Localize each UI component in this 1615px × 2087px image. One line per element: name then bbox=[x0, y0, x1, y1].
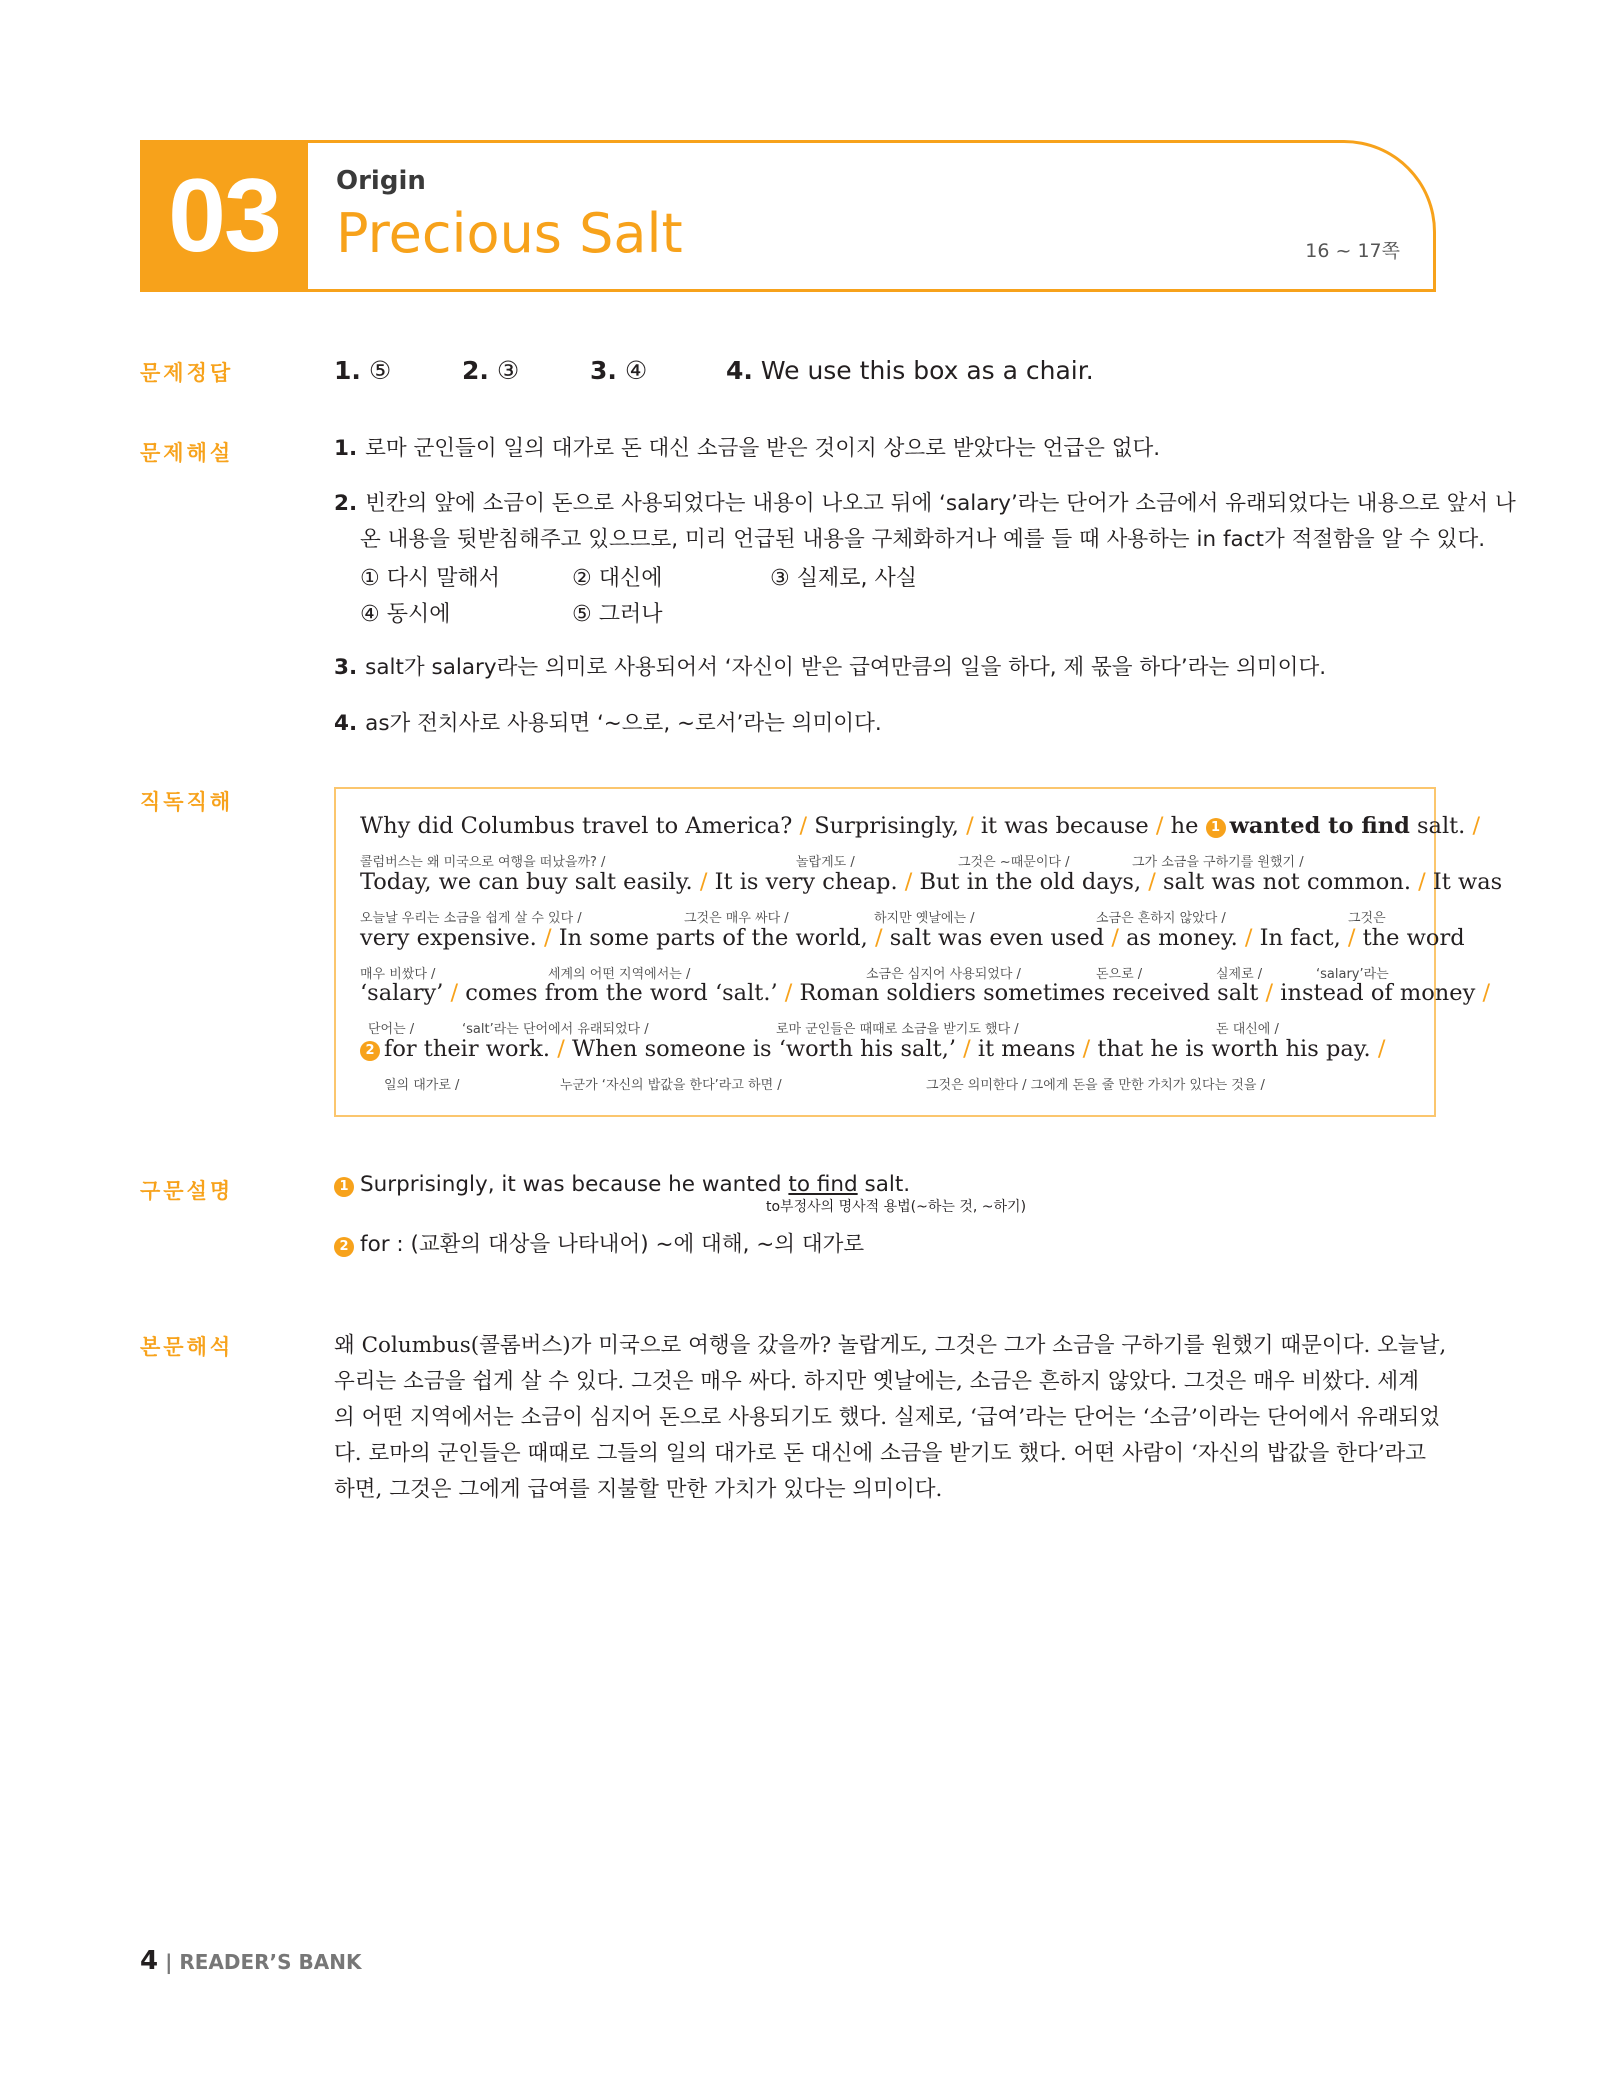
label-answers: 문제정답 bbox=[140, 361, 234, 385]
label-direct-reading: 직독직해 bbox=[140, 790, 234, 814]
translation-line-3: 의 어떤 지역에서는 소금이 심지어 돈으로 사용되기도 했다. 실제로, ‘급여’라는 단어는 ‘소금’이라는 단어에서 유래되었 bbox=[334, 1405, 1440, 1430]
reading-line-4-kr-4: 돈 대신에 / bbox=[1216, 1022, 1279, 1037]
label-translation: 본문해석 bbox=[140, 1335, 234, 1359]
reading-line-2-kr-5: 그것은 bbox=[1348, 911, 1386, 926]
page-range: 16 ~ 17쪽 bbox=[1305, 240, 1400, 262]
reading-line-2-kr-1: 오늘날 우리는 소금을 쉽게 살 수 있다 / bbox=[360, 911, 582, 926]
reading-line-4-en: ‘salary’ / comes from the word ‘salt.’ / Roman soldiers sometimes received salt / instead of money / bbox=[360, 980, 1491, 1006]
translation-line-4: 다. 로마의 군인들은 때때로 그들의 일의 대가로 돈 대신에 소금을 받기도 했다. 어떤 사람이 ‘자신의 밥값을 한다’라고 bbox=[334, 1441, 1427, 1466]
reading-line-3-kr-3: 소금은 심지어 사용되었다 / bbox=[866, 967, 1021, 982]
reading-line-2-en: Today, we can buy salt easily. / It is very cheap. / But in the old days, / salt was not common. / It was bbox=[360, 869, 1503, 895]
explanation-2-line2: 온 내용을 뒷받침해주고 있으므로, 미리 언급된 내용을 구체화하거나 예를 들 때 사용하는 in fact가 적절함을 알 수 있다. bbox=[360, 527, 1486, 552]
reading-line-2-kr-2: 그것은 매우 싸다 / bbox=[684, 911, 789, 926]
grammar-1-note: to부정사의 명사적 용법(~하는 것, ~하기) bbox=[766, 1199, 1027, 1215]
choice-3: ③ 실제로, 사실 bbox=[770, 566, 917, 591]
grammar-1: 1 Surprisingly, it was because he wanted to find salt. bbox=[334, 1172, 910, 1197]
reading-line-3-kr-4: 돈으로 / bbox=[1096, 967, 1143, 982]
reading-line-3-kr-6: ‘salary’라는 bbox=[1316, 967, 1389, 982]
page-footer bbox=[140, 1946, 361, 1976]
explanation-2-line1: 2. 빈칸의 앞에 소금이 돈으로 사용되었다는 내용이 나오고 뒤에 ‘salary’라는 단어가 소금에서 유래되었다는 내용으로 앞서 나 bbox=[334, 491, 1516, 516]
choice-2: ② 대신에 bbox=[572, 566, 663, 591]
translation-line-2: 우리는 소금을 쉽게 살 수 있다. 그것은 매우 싸다. 하지만 옛날에는, 소금은 흔하지 않았다. 그것은 매우 비쌌다. 세계 bbox=[334, 1369, 1419, 1394]
grammar-marker-1: 1 bbox=[334, 1177, 354, 1197]
book-title: READER’S BANK bbox=[179, 1950, 362, 1974]
reading-line-1-kr-4: 그가 소금을 구하기를 원했기 / bbox=[1132, 855, 1304, 870]
explanation-1: 1. 로마 군인들이 일의 대가로 돈 대신 소금을 받은 것이지 상으로 받았다는 언급은 없다. bbox=[334, 436, 1161, 461]
label-explanation: 문제해설 bbox=[140, 441, 234, 465]
grammar-2: 2 for : (교환의 대상을 나타내어) ~에 대해, ~의 대가로 bbox=[334, 1227, 864, 1258]
label-grammar: 구문설명 bbox=[140, 1179, 234, 1203]
reading-line-4-kr-1: 단어는 / bbox=[368, 1022, 415, 1037]
answer-1: 1. ⑤ bbox=[334, 356, 392, 385]
reading-line-5-kr-2: 누군가 ‘자신의 밥값을 한다’라고 하면 / bbox=[560, 1078, 782, 1093]
reading-line-3-kr-5: 실제로 / bbox=[1216, 967, 1263, 982]
reading-line-4-kr-3: 로마 군인들은 때때로 소금을 받기도 했다 / bbox=[776, 1022, 1019, 1037]
answer-2: 2. ③ bbox=[462, 356, 520, 385]
reading-line-1-kr-3: 그것은 ~때문이다 / bbox=[958, 855, 1070, 870]
explanation-3: 3. salt가 salary라는 의미로 사용되어서 ‘자신이 받은 급여만큼의 일을 하다, 제 몫을 하다’라는 의미이다. bbox=[334, 655, 1327, 680]
reading-line-3-kr-2: 세계의 어떤 지역에서는 / bbox=[548, 967, 691, 982]
choice-5: ⑤ 그러나 bbox=[572, 602, 663, 627]
lesson-header bbox=[140, 140, 1436, 292]
reading-line-4-kr-2: ‘salt’라는 단어에서 유래되었다 / bbox=[462, 1022, 649, 1037]
answer-4: 4. We use this box as a chair. bbox=[726, 356, 1094, 385]
explanation-4: 4. as가 전치사로 사용되면 ‘~으로, ~로서’라는 의미이다. bbox=[334, 711, 882, 736]
lesson-title: Precious Salt bbox=[336, 202, 683, 265]
footer-separator: | bbox=[165, 1950, 173, 1974]
marker-1: 1 bbox=[1206, 818, 1226, 838]
reading-line-2-kr-4: 소금은 흔하지 않았다 / bbox=[1096, 911, 1226, 926]
reading-line-1-en: Why did Columbus travel to America? / Surprisingly, / it was because / he 1 wanted to find salt. / bbox=[360, 813, 1481, 839]
choice-1: ① 다시 말해서 bbox=[360, 566, 500, 591]
reading-line-3-en: very expensive. / In some parts of the world, / salt was even used / as money. / In fact, / the word bbox=[360, 925, 1465, 951]
lesson-category: Origin bbox=[336, 166, 426, 196]
reading-line-5-en: 2 for their work. / When someone is ‘worth his salt,’ / it means / that he is worth his pay. / bbox=[360, 1036, 1385, 1062]
reading-line-5-kr-3: 그것은 의미한다 / 그에게 돈을 줄 만한 가치가 있다는 것을 / bbox=[926, 1078, 1265, 1093]
page-number: 4 bbox=[140, 1946, 159, 1976]
reading-line-1-kr-1: 콜럼버스는 왜 미국으로 여행을 떠났을까? / bbox=[360, 855, 606, 870]
choice-4: ④ 동시에 bbox=[360, 602, 451, 627]
direct-reading-box bbox=[334, 787, 1503, 1117]
translation-line-1: 왜 Columbus(콜롬버스)가 미국으로 여행을 갔을까? 놀랍게도, 그것은 그가 소금을 구하기를 원했기 때문이다. 오늘날, bbox=[334, 1333, 1447, 1358]
reading-line-3-kr-1: 매우 비쌌다 / bbox=[360, 967, 436, 982]
reading-line-5-kr-1: 일의 대가로 / bbox=[384, 1078, 460, 1093]
marker-2: 2 bbox=[360, 1041, 380, 1061]
grammar-marker-2: 2 bbox=[334, 1237, 354, 1257]
answer-3: 3. ④ bbox=[590, 356, 648, 385]
reading-line-1-kr-2: 놀랍게도 / bbox=[796, 855, 855, 870]
translation-line-5: 하면, 그것은 그에게 급여를 지불할 만한 가치가 있다는 의미이다. bbox=[334, 1477, 943, 1502]
reading-line-2-kr-3: 하지만 옛날에는 / bbox=[874, 911, 975, 926]
lesson-number: 03 bbox=[140, 140, 308, 292]
